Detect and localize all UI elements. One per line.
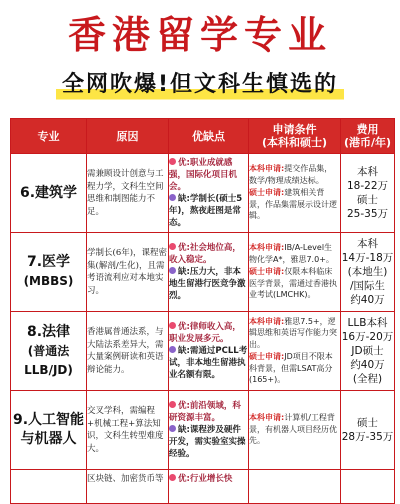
master-req [249,266,340,301]
master-req [249,187,340,222]
subtitle-wrap [0,68,400,108]
fee-cell: 本科 14万-18万 (本地生) /国际生 约40万 [341,233,395,312]
fee-cell: LLB本科 16万-20万 JD硕士 约40万 (全程) [341,312,395,391]
pros-line [169,473,248,485]
master-req [249,351,340,386]
pros-text: 优:行业增长快 [178,474,233,484]
master-req-tag: 硕士申请: [249,188,285,198]
bachelor-req-tag: 本科申请: [249,413,285,423]
major-name: 8.法律 [26,323,71,340]
pros-cons-cell [169,312,249,391]
requirements-cell [249,312,341,391]
pros-cons-cell [169,154,249,233]
fee-cell [341,470,395,504]
major-cell [11,312,87,391]
reason-cell: 区块链、加密货币等 [87,470,169,504]
bachelor-req [249,316,340,351]
pros-line [169,400,248,424]
bachelor-req-tag: 本科申请: [249,243,285,253]
bachelor-req-text: 提交作品集，数学/物理成绩达标。 [249,164,333,185]
requirements-cell [249,391,341,470]
major-cell [11,233,87,312]
major-name: 7.医学 [26,254,71,270]
bachelor-req-tag: 本科申请: [249,316,285,326]
cons-text: 缺:需通过PCLL考试，非本地生留港执业名额有限。 [169,346,248,380]
master-req-tag: 硕士申请: [249,267,285,277]
pros-bullet-icon [169,243,176,250]
pros-bullet-icon [169,401,176,408]
major-subname: (普通法 LLB/JD) [24,343,73,377]
reason-cell: 需兼顾设计创意与工程力学，文科生空间思维和制图能力不足。 [87,154,169,233]
bachelor-req [249,242,340,265]
master-req-tag: 硕士申请: [249,352,285,361]
pros-bullet-icon [169,158,176,165]
master-req-text: JD项目不限本科背景，但需LSAT高分(165+)。 [249,352,333,384]
page-title: 香港留学专业 [67,12,332,57]
pros-cons-cell [169,470,249,504]
major-name: 6.建筑学 [19,184,78,201]
header-reason: 原因 [87,119,169,154]
page-subtitle: 全网吹爆!但文科生慎选的 [56,68,344,102]
header-fee: 费用 (港币/年) [341,119,395,154]
bachelor-req [249,412,340,447]
reason-cell: 学制长(6年)，课程密集(解剖/生化)，且需考语流利应对本地实习。 [87,233,169,312]
fee-cell: 硕士 28万-35万 [341,391,395,470]
bachelor-req-text: 计算机/工程背景，有机器人项目经历优先。 [249,413,337,446]
cons-line [169,345,248,381]
cons-bullet-icon [169,425,176,432]
cons-line [169,266,248,302]
table-row [11,391,395,470]
pros-cons-cell [169,391,249,470]
master-req-text: 建筑相关背景，作品集需展示设计逻辑。 [249,188,337,221]
bachelor-req-text: 雅思7.5+，逻辑思维和英语写作能力突出。 [249,316,337,349]
table-row [11,312,395,391]
cons-text: 缺:压力大，非本地生留港行医竞争激烈。 [169,267,246,301]
cons-bullet-icon [169,194,176,201]
major-cell [11,470,87,504]
reason-cell: 交叉学科，需编程+机械工程+算法知识，文科生转型难度大。 [87,391,169,470]
majors-table [10,118,395,504]
cons-line [169,424,248,460]
table-row [11,470,395,504]
pros-text: 优:社会地位高，收入稳定。 [169,243,241,265]
cons-bullet-icon [169,346,176,353]
cons-line [169,193,248,229]
requirements-cell [249,154,341,233]
requirements-cell [249,233,341,312]
pros-line [169,157,248,193]
major-subname: (MBBS) [23,274,74,288]
cons-bullet-icon [169,267,176,274]
major-cell [11,391,87,470]
pros-text: 优:前沿领域，科研资源丰富。 [169,401,241,423]
header-major: 专业 [11,119,87,154]
cons-text: 缺:课程涉及硬件开发，需实验室实操经验。 [169,425,246,459]
table-header-row [11,119,395,154]
bachelor-req-tag: 本科申请: [249,164,285,174]
pros-bullet-icon [169,322,176,329]
requirements-cell [249,470,341,504]
table-row [11,233,395,312]
bachelor-req-text: IB/A-Level生物化学A*，雅思7.0+。 [249,243,334,264]
reason-cell: 香港属普通法系，与大陆法系差异大，需大量案例研读和英语辩论能力。 [87,312,169,391]
header-requirements: 申请条件 (本科和硕士) [249,119,341,154]
table-row [11,154,395,233]
major-name: 9.人工智能与机器人 [12,412,85,447]
pros-cons-cell [169,233,249,312]
pros-text: 优:职业成就感强，国际化项目机会。 [169,158,238,192]
pros-text: 优:律师收入高，职业发展多元。 [169,322,241,344]
major-cell [11,154,87,233]
header-pros-cons: 优缺点 [169,119,249,154]
cons-text: 缺:学制长(硕士5年)，熬夜赶图是常态。 [169,194,243,228]
fee-cell: 本科 18-22万 硕士 25-35万 [341,154,395,233]
bachelor-req [249,163,340,186]
pros-line [169,242,248,266]
master-req-text: 仅限本科临床医学背景，需通过香港执业考试(LMCHK)。 [249,267,337,300]
pros-line [169,321,248,345]
